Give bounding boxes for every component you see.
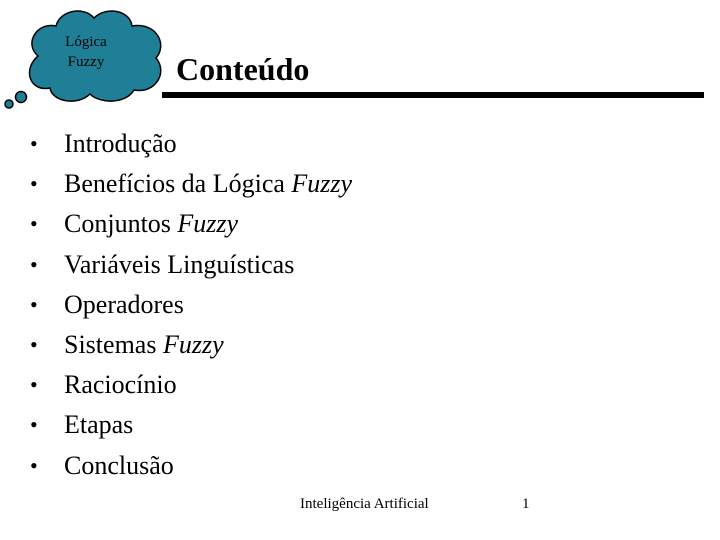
list-item-text: Sistemas xyxy=(64,329,163,359)
logo-line-1: Lógica xyxy=(65,34,107,50)
list-item xyxy=(30,204,352,244)
bullet-icon: • xyxy=(30,452,38,478)
slide-title: Conteúdo xyxy=(176,51,310,87)
list-item xyxy=(30,285,352,325)
list-item xyxy=(30,245,352,285)
list-item-italic: Fuzzy xyxy=(177,209,239,239)
list-item-text: Conjuntos xyxy=(64,209,178,239)
list-item xyxy=(30,365,352,405)
bullet-icon: • xyxy=(30,372,38,398)
list-item xyxy=(30,446,352,486)
logo-line-2: Fuzzy xyxy=(67,54,105,70)
list-item xyxy=(30,124,352,164)
footer-text: Inteligência Artificial xyxy=(300,496,429,512)
list-item-italic: Fuzzy xyxy=(162,329,224,359)
list-item-text: Variáveis Linguísticas xyxy=(64,249,295,279)
content-list xyxy=(30,124,353,486)
page-number: 1 xyxy=(522,496,530,512)
list-item-text: Operadores xyxy=(64,289,184,319)
list-item xyxy=(30,164,353,204)
list-item-italic: Fuzzy xyxy=(291,169,353,199)
bullet-icon: • xyxy=(30,211,38,237)
list-item-text: Benefícios da Lógica xyxy=(64,169,292,199)
list-item-text: Etapas xyxy=(64,410,134,440)
bullet-icon: • xyxy=(30,412,38,438)
list-item xyxy=(30,405,352,445)
bullet-icon: • xyxy=(30,251,38,277)
list-item-text: Conclusão xyxy=(64,450,174,480)
bullet-icon: • xyxy=(30,171,38,197)
logo-text xyxy=(44,32,128,72)
list-item-text: Introdução xyxy=(64,129,177,158)
list-item xyxy=(30,325,352,365)
bullet-icon: • xyxy=(30,331,38,357)
title-rule xyxy=(162,92,704,98)
bullet-icon: • xyxy=(30,291,38,317)
bullet-icon: • xyxy=(30,131,38,156)
list-item-text: Raciocínio xyxy=(64,370,177,400)
logo-cloud xyxy=(0,0,170,115)
